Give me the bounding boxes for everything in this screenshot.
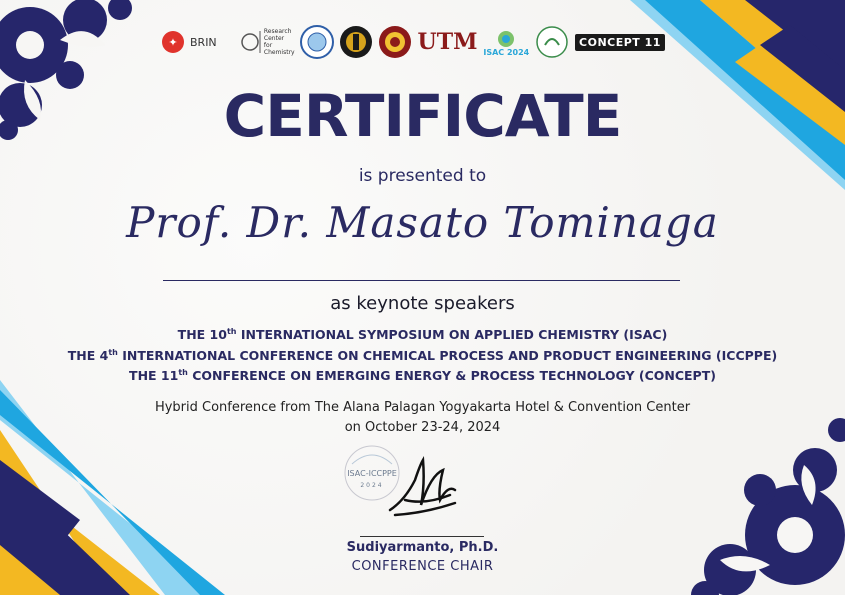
research-center-text: Research Center for Chemistry bbox=[263, 28, 295, 56]
brin-logo-text: BRIN bbox=[190, 36, 217, 49]
recipient-role: as keynote speakers bbox=[330, 293, 515, 314]
utm-emblem-logo bbox=[378, 25, 412, 59]
event-date: on October 23-24, 2024 bbox=[344, 420, 501, 435]
signature-line bbox=[360, 536, 484, 537]
brin-logo bbox=[160, 25, 234, 59]
signatory-title: CONFERENCE CHAIR bbox=[351, 559, 494, 574]
university-seal-logo bbox=[300, 25, 334, 59]
conference-line-isac bbox=[0, 327, 845, 342]
conference-ordinal-suffix: th bbox=[178, 368, 188, 377]
utm-wordmark-text: UTM bbox=[417, 29, 478, 55]
conference-name: INTERNATIONAL CONFERENCE ON CHEMICAL PROCESS AND PRODUCT ENGINEERING (ICCPPE) bbox=[117, 348, 778, 364]
crest-logo bbox=[340, 25, 372, 59]
signatory-name: Sudiyarmanto, Ph.D. bbox=[346, 540, 499, 555]
recipient-name: Prof. Dr. Masato Tominaga bbox=[126, 198, 719, 247]
isac-2024-logo bbox=[483, 25, 529, 59]
svg-text:✦: ✦ bbox=[168, 36, 178, 49]
concept-logo bbox=[575, 25, 665, 59]
conference-line-concept bbox=[0, 368, 845, 383]
venue-text: Hybrid Conference from The Alana Palagan Yogyakarta Hotel & Convention Center bbox=[154, 400, 691, 415]
certificate-title: CERTIFICATE bbox=[223, 82, 622, 150]
conference-line-iccppe bbox=[0, 348, 845, 363]
conference-name: INTERNATIONAL SYMPOSIUM ON APPLIED CHEMISTRY (ISAC) bbox=[236, 327, 668, 343]
isac-2024-text: ISAC 2024 bbox=[483, 47, 530, 57]
conference-ordinal: THE 4 bbox=[67, 348, 109, 364]
stamp-year: 2024 bbox=[360, 482, 384, 489]
recipient-underline bbox=[163, 280, 680, 281]
sponsor-logo-strip bbox=[160, 22, 665, 62]
conference-ordinal: THE 11 bbox=[129, 368, 179, 384]
concept-logo-text: CONCEPT 11 bbox=[575, 34, 665, 51]
conference-ordinal: THE 10 bbox=[177, 327, 227, 343]
research-center-chemistry-logo bbox=[240, 25, 294, 59]
stamp-title: ISAC-ICCPPE bbox=[347, 469, 397, 478]
iccppe-logo bbox=[535, 25, 569, 59]
presented-to-text: is presented to bbox=[358, 166, 487, 186]
conference-name: CONFERENCE ON EMERGING ENERGY & PROCESS TECHNOLOGY (CONCEPT) bbox=[187, 368, 716, 384]
handwritten-signature bbox=[385, 455, 465, 525]
conference-ordinal-suffix: th bbox=[226, 327, 237, 336]
conference-ordinal-suffix: th bbox=[108, 348, 118, 357]
utm-wordmark-logo bbox=[418, 25, 478, 59]
